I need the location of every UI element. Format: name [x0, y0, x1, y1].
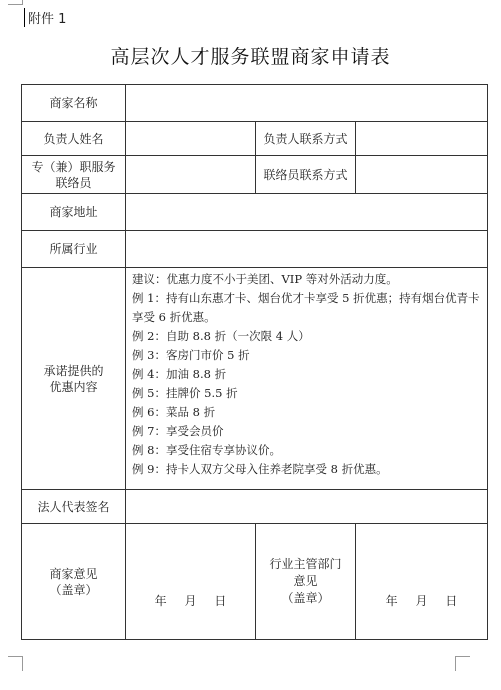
offer-label-line1: 承诺提供的 [43, 363, 104, 378]
date-day: 日 [214, 594, 227, 608]
dept-opinion-line3: （盖章） [281, 591, 330, 605]
address-label: 商家地址 [22, 194, 126, 231]
offer-item: 例 1：持有山东惠才卡、烟台优才卡享受 5 折优惠；持有烟台优青卡享受 6 折优惠。 [132, 291, 480, 324]
offer-item: 例 9：持卡人双方父母入住养老院享受 8 折优惠。 [132, 462, 388, 476]
liaison-label [22, 156, 126, 194]
principal-contact-label: 负责人联系方式 [256, 122, 356, 156]
offer-content[interactable] [126, 268, 488, 490]
offer-item: 建议：优惠力度不小于美团、VIP 等对外活动力度。 [132, 272, 398, 286]
merchant-opinion-label [22, 524, 126, 640]
crop-mark-top-left [8, 0, 23, 5]
application-form-table [21, 84, 488, 640]
industry-field[interactable] [126, 231, 488, 268]
liaison-field[interactable] [126, 156, 256, 194]
attachment-label: 附件 1 [24, 8, 66, 27]
dept-opinion-date[interactable] [356, 524, 488, 640]
merchant-opinion-line2: （盖章） [49, 582, 98, 597]
principal-name-field[interactable] [126, 122, 256, 156]
dept-opinion-line1: 行业主管部门 [269, 557, 342, 571]
offer-item: 例 5：挂牌价 5.5 折 [132, 386, 238, 400]
date-month: 月 [415, 594, 428, 608]
merchant-opinion-date[interactable] [126, 524, 256, 640]
legal-signature-label: 法人代表签名 [22, 490, 126, 524]
liaison-contact-label: 联络员联系方式 [256, 156, 356, 194]
offer-item: 例 2：自助 8.8 折（一次限 4 人） [132, 329, 310, 343]
merchant-name-label: 商家名称 [22, 85, 126, 122]
offer-label-line2: 优惠内容 [49, 379, 98, 394]
liaison-contact-field[interactable] [356, 156, 488, 194]
offer-item: 例 6：菜品 8 折 [132, 405, 216, 419]
date-year: 年 [154, 594, 167, 608]
dept-opinion-line2: 意见 [293, 574, 318, 588]
principal-name-label: 负责人姓名 [22, 122, 126, 156]
offer-item: 例 8：享受住宿专享协议价。 [132, 443, 281, 457]
date-year: 年 [385, 594, 398, 608]
legal-signature-field[interactable] [126, 490, 488, 524]
principal-contact-field[interactable] [356, 122, 488, 156]
merchant-name-field[interactable] [126, 85, 488, 122]
form-title: 高层次人才服务联盟商家申请表 [110, 46, 391, 68]
merchant-opinion-line1: 商家意见 [49, 566, 98, 581]
date-day: 日 [445, 594, 458, 608]
offer-item: 例 4：加油 8.8 折 [132, 367, 227, 381]
crop-mark-bottom-right [455, 656, 470, 671]
liaison-label-line1: 专（兼）职服务 [31, 159, 116, 174]
offer-item: 例 7：享受会员价 [132, 424, 224, 438]
offer-item: 例 3：客房门市价 5 折 [132, 348, 250, 362]
industry-label: 所属行业 [22, 231, 126, 268]
address-field[interactable] [126, 194, 488, 231]
liaison-label-line2: 联络员 [55, 175, 92, 190]
offer-label [22, 268, 126, 490]
date-month: 月 [184, 594, 197, 608]
crop-mark-bottom-left [8, 656, 23, 671]
dept-opinion-label [256, 524, 356, 640]
